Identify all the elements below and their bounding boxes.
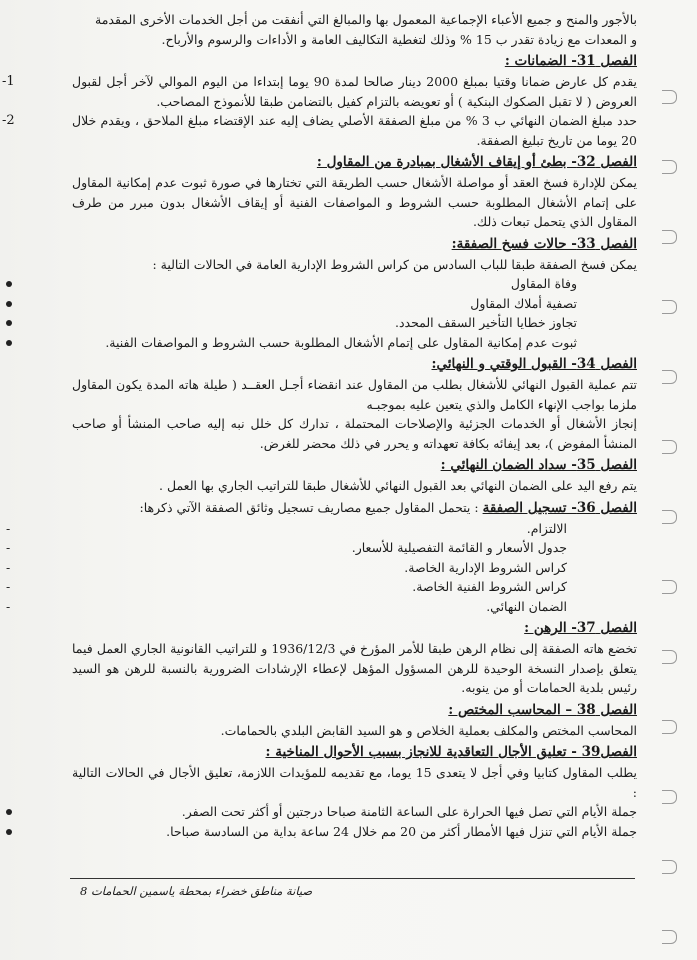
list-item: جملة الأيام التي تنزل فيها الأمطار أكثر من 20 مم خلال 24 ساعة بداية من السادسة صباحا. [72, 822, 637, 842]
page-number: 8 [80, 884, 88, 898]
section-31-item-1 [2, 72, 638, 111]
section-33-title: الفصل 33- حالات فسخ الصفقة: [451, 235, 637, 252]
section-36-title-rest: : يتحمل المقاول جميع مصاريف تسجيل وثائق الصفقة الآتي ذكرها: [139, 499, 479, 515]
footer-text: صيانة مناطق خضراء بمحطة ياسمين الحمامات [90, 884, 313, 898]
section-36-list [72, 519, 637, 617]
list-item: جملة الأيام التي تصل فيها الحرارة على الساعة الثامنة صباحا درجتين أو أكثر تحت الصفر. [72, 802, 637, 822]
list-item: تصفية أملاك المقاول [72, 294, 577, 314]
section-33-list [72, 274, 637, 352]
item-number: -2 [2, 113, 15, 128]
section-37-body: تخضع هاته الصفقة إلى نظام الرهن طبقا للأمر المؤرخ في 1936/12/3 و للتراتيب القانونية الجاري العمل فيما يتعلق بإصدار النسخة الوحيدة للرهن المسؤول المؤهل لإعطاء الإرشادات الضرورية بالنسبة للرهن هو السيد رئيس بلدية الحمامات أو من ينوبه. [72, 641, 637, 695]
list-item: تجاوز خطايا التأخير السقف المحدد. [72, 313, 577, 333]
list-item: - الالتزام. [72, 519, 567, 539]
item-number: -1 [2, 74, 15, 89]
section-35-body: يتم رفع اليد على الضمان النهائي بعد القبول النهائي للأشغال طبقا للتراتيب الجاري بها العمل . [159, 478, 637, 493]
list-item: وفاة المقاول [72, 274, 577, 294]
section-34-body-2: إنجاز الأشغال أو الخدمات الجزئية والإصلاحات المحتملة ، تدارك كل خلل نبه إليه صاحب المنشأ أو صاحب المنشأ المفوض )، بعد إيفائه بكافة تعهداته و يحرر في ذلك محضر للغرض. [72, 416, 637, 451]
list-item: - كراس الشروط الإدارية الخاصة. [72, 558, 567, 578]
section-31-item-2-text: حدد مبلغ الضمان النهائي ب 3 % من مبلغ الصفقة الأصلي يضاف إليه عند الإقتضاء مبلغ الملاحق ، ويقدم خلال 20 يوما من تاريخ تبليغ الصفقة. [72, 113, 637, 148]
intro-line-1: بالأجور والمنح و جميع الأعباء الإجماعية المعمول بها والمبالغ التي أنفقت من أجل الخدمات الأخرى المقدمة [95, 12, 637, 27]
section-37-title: الفصل 37- الرهن : [524, 620, 637, 636]
document-body [2, 10, 638, 841]
section-32-body: يمكن للإدارة فسخ العقد أو مواصلة الأشغال حسب الطريقة التي تختارها في صورة ثبوت عدم إمكانية المقاول على إتمام الأشغال المطلوبة حسب الشروط و المواصفات الفنية أو إيقاف الأشغال بدون مبرر من طرف المقاول الذي يتحمل تبعات ذلك. [72, 175, 637, 229]
section-36-title: الفصل 36- تسجيل الصفقة [482, 499, 637, 516]
section-39-body: يطلب المقاول كتابيا وفي أجل لا يتعدى 15 يوما، مع تقديمه للمؤيدات اللازمة، تعليق الأجال في الحالات التالية : [72, 765, 637, 800]
section-32-title: الفصل 32- بطئ أو إيقاف الأشغال بمبادرة من المقاول : [316, 154, 637, 170]
page-footer [80, 884, 312, 898]
section-31-item-1-text: يقدم كل عارض ضمانا وقتيا بمبلغ 2000 دينار صالحا لمدة 90 يوما إبتداءا من اليوم الموالي لآخر أجل لقبول العروض ( لا تقبل الصكوك البنكية ) أو تعويضه بالتزام كفيل بالتضامن طبقا للأنموذج المصاحب. [72, 74, 638, 109]
list-item: - الضمان النهائي. [72, 597, 567, 617]
footer-divider [70, 878, 635, 879]
list-item: - جدول الأسعار و القائمة التفصيلية للأسعار. [72, 538, 567, 558]
list-item: - كراس الشروط الفنية الخاصة. [72, 577, 567, 597]
section-36-line [72, 498, 637, 519]
binding-rings [657, 50, 677, 950]
section-31-item-2 [2, 111, 637, 150]
section-38-title: الفصل 38 – المحاسب المختص : [448, 701, 637, 718]
section-34-title: الفصل 34- القبول الوقتي و النهائي: [431, 356, 637, 372]
list-item: ثبوت عدم إمكانية المقاول على إتمام الأشغال المطلوبة حسب الشروط و المواصفات الفنية. [72, 333, 577, 353]
section-38-body: المحاسب المختص والمكلف بعملية الخلاص و هو السيد القابض البلدي بالحمامات. [220, 722, 637, 738]
section-39-title: الفصل39 - تعليق الأجال التعاقدية للانجاز بسبب الأحوال المناخية : [265, 744, 637, 760]
section-35-title: الفصل 35- سداد الضمان النهائي : [440, 457, 637, 473]
section-33-body: يمكن فسخ الصفقة طبقا للباب السادس من كراس الشروط الإدارية العامة في الحالات التالية : [152, 256, 637, 272]
intro-line-2: و المعدات مع زيادة تقدر ب 15 % وذلك لتغطية التكاليف العامة و الأداءات والرسوم والأرباح. [161, 31, 637, 47]
section-31-title: الفصل 31- الضمانات : [504, 53, 637, 69]
section-39-list [72, 802, 637, 841]
section-34-body-1: تتم عملية القبول النهائي للأشغال بطلب من المقاول عند انقضاء أجـل العقــد ( طيلة هاته المدة يكون المقاول ملزما بواجب الإنهاء الكامل والذي يتعين عليه بموجبـه [72, 377, 637, 412]
